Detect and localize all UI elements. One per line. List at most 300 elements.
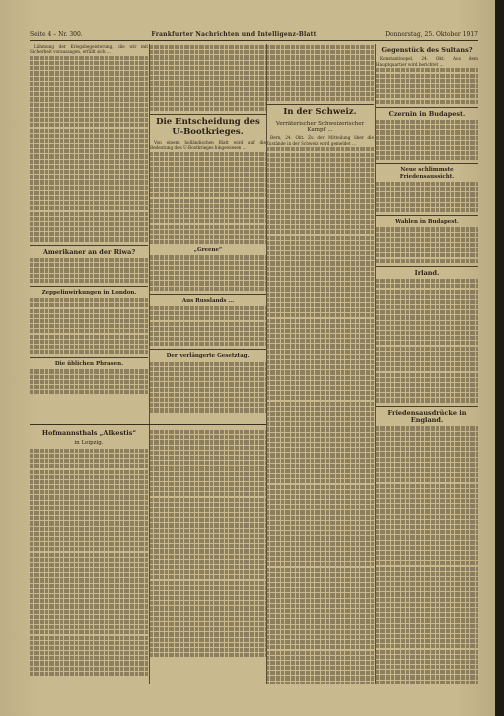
text-line [376,675,478,679]
text-line [30,66,148,70]
text-line [30,268,148,272]
section-divider [376,266,478,267]
text-line [30,263,148,267]
text-line [376,582,478,586]
section-divider [150,349,266,350]
text-line [376,603,478,607]
text-line [30,480,148,484]
text-line [30,77,148,81]
text-line [376,489,478,493]
text-line [266,604,374,608]
text-line [376,253,478,257]
text-line [376,336,478,340]
text-line [150,466,266,470]
text-line [266,350,374,354]
text-line [150,214,266,218]
text-line [30,165,148,169]
text-line [376,130,478,134]
text-line [376,525,478,529]
text-line [150,472,266,476]
text-line [266,236,374,240]
text-line [30,578,148,582]
text-line [30,661,148,665]
text-line [266,61,374,65]
text-line [30,646,148,650]
text-line [30,144,148,148]
text-line [266,329,374,333]
text-line [30,470,148,474]
article-heading: Friedensausdrücke in England. [387,408,467,424]
text-line [150,367,266,371]
text-line [266,194,374,198]
text-line [376,326,478,330]
text-line [266,241,374,245]
article-heading: Amerikaner an der Riwa? [42,247,136,256]
text-line [150,606,266,610]
text-line [30,558,148,562]
text-line [30,329,148,333]
text-line [376,192,478,196]
text-line [30,449,148,453]
page-number: Seite 4 – Nr. 300. [30,31,83,38]
text-line [266,542,374,546]
text-line [376,660,478,664]
text-line [30,113,148,117]
text-line [266,682,374,684]
text-line [376,84,478,88]
feuilleton-subheading: in Leipzig. [74,440,104,447]
text-line [30,369,148,373]
text-line [150,97,266,101]
text-line [376,347,478,351]
text-line [266,298,374,302]
text-line [266,261,374,265]
text-line [266,365,374,369]
text-line [30,521,148,525]
text-line [266,479,374,483]
text-line [150,653,266,657]
text-line [376,279,478,283]
text-line [266,599,374,603]
text-line [266,407,374,411]
text-line [150,377,266,381]
text-line [30,459,148,463]
text-line [266,370,374,374]
text-line [30,490,148,494]
text-line [30,87,148,91]
text-line [150,549,266,553]
text-line [150,281,266,285]
text-line [150,50,266,54]
text-line [30,532,148,536]
text-line [30,667,148,671]
text-line [30,274,148,278]
text-line [30,568,148,572]
text-line [150,498,266,502]
text-line [376,300,478,304]
text-line [376,634,478,638]
section-divider [376,406,478,407]
text-line [376,670,478,674]
text-line [150,482,266,486]
text-line [376,473,478,477]
text-line [376,567,478,571]
text-line [30,82,148,86]
section-divider [376,107,478,108]
text-line [150,204,266,208]
text-line [376,509,478,513]
text-line [30,620,148,624]
text-line [266,324,374,328]
text-line [266,485,374,489]
text-line [30,542,148,546]
article-heading: Irland. [414,268,440,277]
section-divider [150,114,266,115]
text-line [266,412,374,416]
text-line [150,529,266,533]
text-line [266,464,374,468]
article-heading: „Greene“ [193,247,223,254]
text-line [266,459,374,463]
text-line [266,443,374,447]
text-line [376,378,478,382]
text-line [266,153,374,157]
article-heading: Zeppelinwirkungen in London. [41,289,137,296]
text-line [150,648,266,652]
text-line [150,612,266,616]
text-line [150,61,266,65]
text-line [266,609,374,613]
article-heading: Der verlängerte Gesetztag. [166,353,250,360]
text-line [376,681,478,684]
text-line [150,178,266,182]
text-line [266,630,374,634]
section-divider [30,245,148,246]
text-line [266,256,374,260]
text-line [150,55,266,59]
text-line [266,661,374,665]
text-line [150,188,266,192]
text-line [150,388,266,392]
text-line [150,393,266,397]
text-line [30,129,148,133]
text-line [376,305,478,309]
text-line [30,196,148,200]
text-line [150,287,266,291]
text-line [266,76,374,80]
article-lead: Lähmung der Kriegsbegeisterung, die wir mit Sicherheit voraussagen, erfüllt sich ... [30,44,148,55]
article-heading: Die üblichen Phrasen. [54,361,124,368]
text-line [30,345,148,349]
text-line [376,362,478,366]
text-line [266,557,374,561]
text-line [266,531,374,535]
text-line [150,513,266,517]
text-line [266,495,374,499]
text-line [266,45,374,49]
text-line [376,315,478,319]
text-line [150,581,266,585]
text-line [266,225,374,229]
text-line [150,398,266,402]
text-line [30,298,148,302]
binding-edge [495,0,504,716]
text-line [376,156,478,160]
text-line [150,327,266,331]
text-line [266,339,374,343]
text-line [30,108,148,112]
text-line [266,173,374,177]
text-line [150,627,266,631]
text-line [266,568,374,572]
text-line [266,547,374,551]
text-line [30,232,148,236]
text-line [266,319,374,323]
text-line [376,484,478,488]
text-line [150,638,266,642]
text-line [266,66,374,70]
text-line [376,463,478,467]
text-line [30,201,148,205]
text-line [266,526,374,530]
text-line [150,271,266,275]
text-line [150,523,266,527]
text-line [376,259,478,263]
text-line [376,515,478,519]
text-line [266,614,374,618]
text-line [30,475,148,479]
article-heading: Czernin in Budapest. [388,109,466,118]
text-line [266,210,374,214]
text-line [150,266,266,270]
article-heading: Neue schlimmste Friedensaussicht. [399,167,455,180]
article-lead: Konstantinopel, 24. Okt. Aus dem Hauptquartier wird berichtet ... [376,56,478,67]
text-line [266,147,374,151]
text-line [150,570,266,574]
text-line [266,344,374,348]
text-line [376,141,478,145]
text-line [30,212,148,216]
text-line [376,504,478,508]
text-line [376,618,478,622]
text-line [376,530,478,534]
text-line [30,309,148,313]
text-line [150,92,266,96]
article-subheading: Verräterischer Schweizerischer Kampf ... [275,120,365,134]
text-line [376,352,478,356]
article-heading: Wahlen in Budapest. [395,219,459,226]
text-line [30,97,148,101]
text-line [30,186,148,190]
text-line [266,453,374,457]
text-line [150,332,266,336]
text-line [30,594,148,598]
text-line [150,539,266,543]
text-line [150,337,266,341]
text-line [150,372,266,376]
text-line [266,645,374,649]
text-line [266,50,374,54]
text-line [376,120,478,124]
text-line [376,74,478,78]
text-line [266,402,374,406]
text-line [30,61,148,65]
text-line [150,87,266,91]
text-line [376,383,478,387]
text-line [30,573,148,577]
text-line [266,251,374,255]
text-line [266,635,374,639]
text-line [150,601,266,605]
text-line [30,206,148,210]
text-line [266,500,374,504]
text-line [266,376,374,380]
text-line [266,386,374,390]
text-line [266,230,374,234]
text-line [266,619,374,623]
text-line [30,134,148,138]
text-line [30,191,148,195]
text-line [376,624,478,628]
text-line [266,97,374,101]
text-line [150,76,266,80]
text-line [266,640,374,644]
text-line [376,398,478,402]
text-line [30,385,148,389]
text-line [30,604,148,608]
text-line [30,123,148,127]
text-line [150,240,266,244]
text-line [376,238,478,242]
article-heading: In der Schweiz. [283,107,357,118]
text-line [376,520,478,524]
text-line [150,565,266,569]
text-line [376,331,478,335]
text-line [376,284,478,288]
text-line [266,474,374,478]
text-line [30,547,148,551]
text-line [376,572,478,576]
text-line [266,81,374,85]
text-line [266,381,374,385]
text-line [266,391,374,395]
article-heading: Gegenstück des Sultans? [381,46,473,54]
text-line [150,544,266,548]
text-line [376,182,478,186]
text-line [30,222,148,226]
text-line [376,442,478,446]
text-line [30,279,148,283]
column-2 [150,44,266,422]
text-line [266,158,374,162]
text-line [30,139,148,143]
text-line [376,592,478,596]
text-line [150,225,266,229]
text-line [150,152,266,156]
text-line [150,430,266,434]
text-line [266,510,374,514]
text-line [150,162,266,166]
text-line [30,170,148,174]
text-line [30,237,148,241]
text-line [376,598,478,602]
text-line [376,208,478,212]
text-line [150,435,266,439]
text-line [150,456,266,460]
column-3 [266,44,374,684]
text-line [150,209,266,213]
text-line [266,469,374,473]
text-line [30,584,148,588]
text-line [30,303,148,307]
text-line [30,160,148,164]
text-line [30,118,148,122]
text-line [30,92,148,96]
text-line [266,360,374,364]
text-line [376,437,478,441]
text-line [266,521,374,525]
text-line [376,310,478,314]
text-line [376,426,478,430]
text-line [266,204,374,208]
text-line [266,396,374,400]
page-header [30,30,478,41]
text-line [266,427,374,431]
text-line [376,393,478,397]
text-line [150,261,266,265]
text-line [30,656,148,660]
text-line [266,308,374,312]
text-line [150,596,266,600]
text-line [150,477,266,481]
text-line [150,102,266,106]
text-line [150,508,266,512]
section-divider [30,357,148,358]
text-line [266,676,374,680]
text-line [30,651,148,655]
text-line [30,501,148,505]
text-line [150,591,266,595]
text-line [266,220,374,224]
text-line [376,639,478,643]
text-line [266,417,374,421]
text-line [266,293,374,297]
text-line [266,422,374,426]
text-line [376,367,478,371]
text-line [150,492,266,496]
text-line [376,79,478,83]
text-line [150,362,266,366]
text-line [150,446,266,450]
text-line [376,198,478,202]
text-line [376,655,478,659]
text-line [150,219,266,223]
text-line [376,556,478,560]
text-line [30,630,148,634]
text-line [150,157,266,161]
text-line [376,243,478,247]
text-line [150,235,266,239]
text-line [266,92,374,96]
text-line [376,136,478,140]
text-line [376,295,478,299]
text-line [376,321,478,325]
text-line [376,551,478,555]
text-line [30,227,148,231]
text-line [266,189,374,193]
text-line [266,438,374,442]
text-line [376,373,478,377]
